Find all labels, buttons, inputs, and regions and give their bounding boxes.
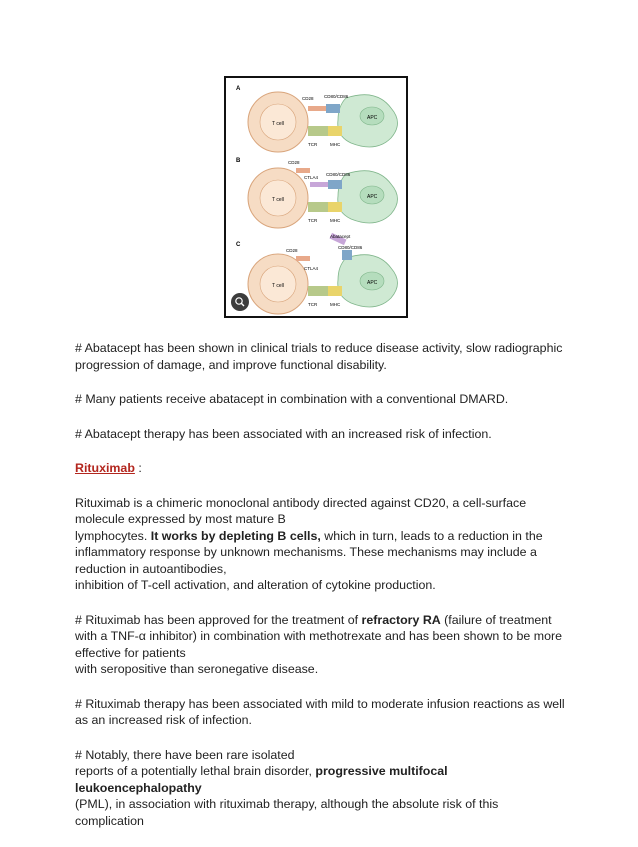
paragraph-text: # Rituximab therapy has been associated with mild to moderate infusion reactions as well as an increased risk of infection. <box>75 696 565 727</box>
mhc-a <box>328 126 342 136</box>
paragraph-text: which in turn, leads to a reduction in the inflammatory response by unknown mechanisms. These mechanisms may include a reduction in autoantibodies, <box>75 528 543 576</box>
mhc-b <box>328 202 342 212</box>
panel-letter-a: A <box>236 86 241 92</box>
bold-text: refractory RA <box>361 612 441 627</box>
bold-text: progressive multifocal leukoencephalopathy <box>75 764 448 795</box>
paragraph-text: # Notably, there have been rare isolated <box>75 747 295 762</box>
cd28-c <box>296 256 310 261</box>
apc-label-a: APC <box>367 115 378 121</box>
paragraph-text: # Abatacept therapy has been associated with an increased risk of infection. <box>75 426 492 441</box>
paragraph-text: with seropositive than seronegative disease. <box>75 662 319 676</box>
tcr-label-a: TCR <box>308 142 318 147</box>
panel-letter-b: B <box>236 158 241 164</box>
paragraph-abatacept-dmard <box>75 391 565 408</box>
bold-text: It works by depleting B cells, <box>150 528 321 543</box>
paragraph-text: inhibition of T-cell activation, and alteration of cytokine production. <box>75 578 436 592</box>
abatacept-label-c: Abatacept <box>330 234 351 239</box>
panel-c <box>236 233 398 314</box>
paragraph-rituximab-pml <box>75 747 565 830</box>
cd80-label-c: CD80/CD86 <box>338 245 363 250</box>
tcr-a <box>308 126 328 136</box>
paragraph-text: (PML), in association with rituximab therapy, although the absolute risk of this complication <box>75 797 499 828</box>
tcr-b <box>308 202 328 212</box>
cd80-a <box>326 104 340 113</box>
ctla4-b <box>310 182 328 187</box>
cd28-a <box>308 106 326 111</box>
panel-a <box>236 86 398 152</box>
section-heading-rituximab <box>75 460 565 477</box>
cd28-label-a: CD28 <box>302 96 314 101</box>
mechanism-figure <box>224 76 408 318</box>
mhc-label-a: MHC <box>330 142 341 147</box>
apc-label-b: APC <box>367 194 378 200</box>
cd28-label-c: CD28 <box>286 248 298 253</box>
cd28-label-b: CD28 <box>288 160 300 165</box>
mhc-label-c: MHC <box>330 302 341 307</box>
ctla4-label-b: CTLA4 <box>304 175 319 180</box>
cd28-b <box>296 168 310 173</box>
paragraph-text: reports of a potentially lethal brain disorder, <box>75 764 316 778</box>
rituximab-link[interactable]: Rituximab <box>75 461 135 475</box>
image-search-icon[interactable] <box>231 293 249 311</box>
paragraph-text: # Many patients receive abatacept in combination with a conventional DMARD. <box>75 392 509 406</box>
cd80-c <box>342 250 352 260</box>
cd80-b <box>328 180 342 189</box>
paragraph-text: # Abatacept has been shown in clinical trials to reduce disease activity, slow radiographic progression of damage, and improve functional disability. <box>75 341 563 372</box>
mhc-label-b: MHC <box>330 218 341 223</box>
cd80-label-a: CD80/CD86 <box>324 94 349 99</box>
cd80-label-b: CD80/CD86 <box>326 172 351 177</box>
t-cell-label-c: T cell <box>272 283 284 289</box>
paragraph-text: # Rituximab has been approved for the treatment of <box>75 612 362 627</box>
mhc-c <box>328 286 342 296</box>
tcr-label-c: TCR <box>308 302 318 307</box>
ctla4-label-c: CTLA4 <box>304 266 319 271</box>
paragraph-rituximab-approval <box>75 612 565 678</box>
apc-label-c: APC <box>367 280 378 286</box>
t-cell-label-a: T cell <box>272 121 284 127</box>
paragraph-text: (failure of treatment with a TNF-α inhibitor) in combination with methotrexate and has been shown to be more effective for patients <box>75 612 562 660</box>
tcr-c <box>308 286 328 296</box>
document-body <box>75 340 565 847</box>
tcr-label-b: TCR <box>308 218 318 223</box>
paragraph-rituximab-intro <box>75 495 565 594</box>
paragraph-abatacept-trials <box>75 340 565 373</box>
paragraph-text: lymphocytes. <box>75 528 151 543</box>
t-cell-label-b: T cell <box>272 197 284 203</box>
heading-suffix: : <box>134 461 142 475</box>
paragraph-abatacept-infection <box>75 426 565 443</box>
panel-letter-c: C <box>236 242 241 248</box>
panel-b <box>236 158 398 228</box>
paragraph-rituximab-reactions <box>75 696 565 729</box>
figure-svg <box>226 78 406 316</box>
paragraph-text: Rituximab is a chimeric monoclonal antibody directed against CD20, a cell-surface molecule expressed by most mature B <box>75 495 527 526</box>
